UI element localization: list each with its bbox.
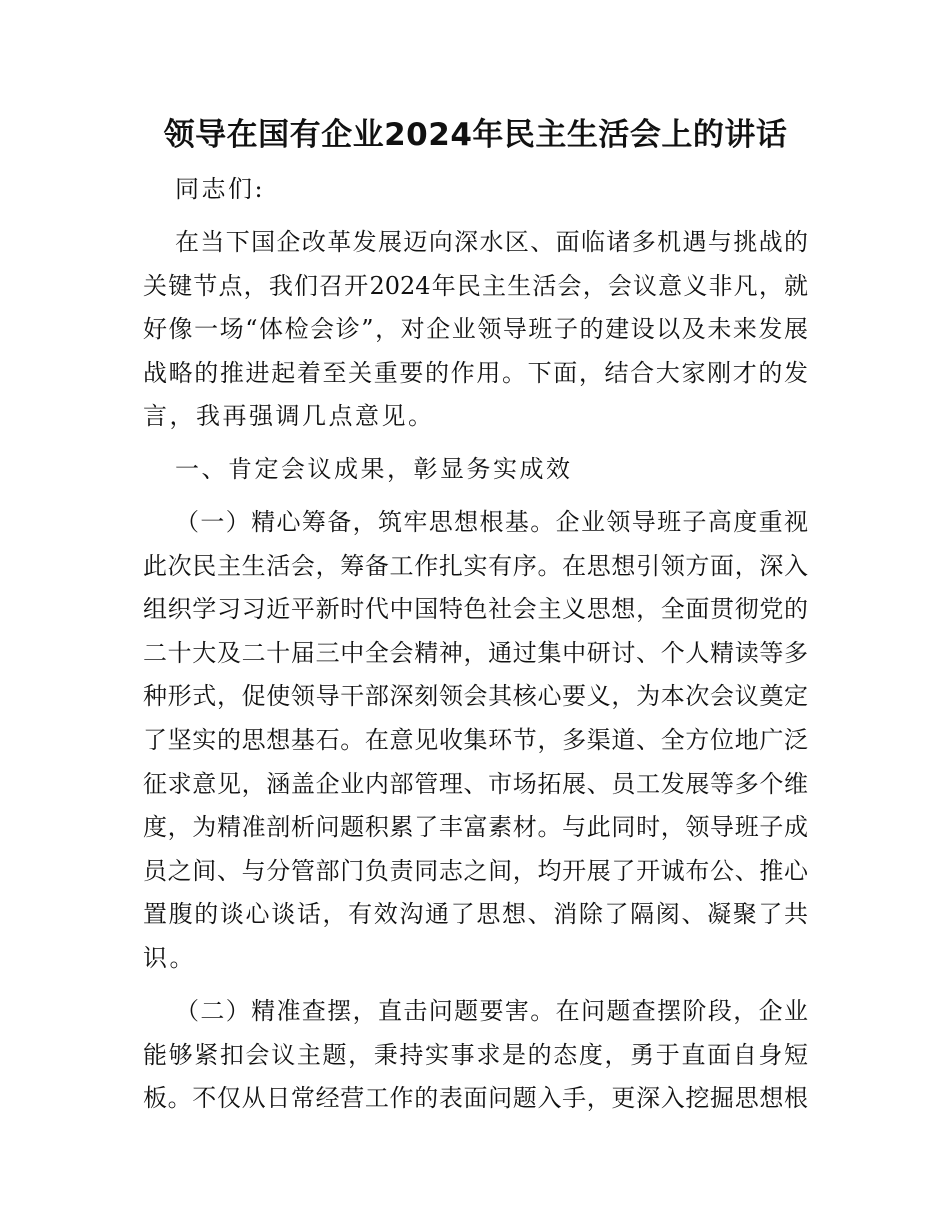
text-line: 二十大及二十届三中全会精神，通过集中研讨、个人精读等多 [143, 638, 808, 667]
text-line: 此次民主生活会，筹备工作扎实有序。在思想引领方面，深入 [143, 551, 808, 580]
paragraph-1-2 [143, 990, 808, 1121]
text-line: 能够紧扣会议主题，秉持实事求是的态度，勇于直面自身短 [143, 1040, 808, 1069]
text-line: 组织学习习近平新时代中国特色社会主义思想，全面贯彻党的 [143, 595, 808, 624]
salutation-text: 同志们: [175, 175, 266, 203]
paragraph-1-1 [143, 501, 808, 981]
text-line: 种形式，促使领导干部深刻领会其核心要义，为本次会议奠定 [143, 682, 808, 711]
text-line: 板。不仅从日常经营工作的表面问题入手，更深入挖掘思想根 [143, 1084, 808, 1113]
document-title: 领导在国有企业2024年民主生活会上的讲话 [163, 117, 788, 153]
text-line: （二）精准查摆，直击问题要害。在问题查摆阶段，企业 [175, 997, 808, 1025]
text-line: 言，我再强调几点意见。 [143, 402, 435, 431]
text-line: 识。 [143, 943, 196, 972]
text-line: 在当下国企改革发展迈向深水区、面临诸多机遇与挑战的 [175, 228, 808, 256]
text-line: 了坚实的思想基石。在意见收集环节，多渠道、全方位地广泛 [143, 725, 808, 754]
text-line: 一、肯定会议成果，彰显务实成效 [175, 455, 573, 483]
paragraph-intro [143, 221, 808, 439]
text-line: 征求意见，涵盖企业内部管理、市场拓展、员工发展等多个维 [143, 769, 808, 798]
text-line: 关键节点，我们召开2024年民主生活会，会议意义非凡，就 [143, 271, 808, 300]
text-line: 置腹的谈心谈话，有效沟通了思想、消除了隔阂、凝聚了共 [143, 900, 808, 929]
text-line: 员之间、与分管部门负责同志之间，均开展了开诚布公、推心 [143, 856, 808, 885]
salutation [143, 168, 808, 212]
section-heading-1 [143, 448, 808, 492]
text-line: 度，为精准剖析问题积累了丰富素材。与此同时，领导班子成 [143, 813, 808, 842]
text-line: 战略的推进起着至关重要的作用。下面，结合大家刚才的发 [143, 358, 808, 387]
text-line: 好像一场“体检会诊”，对企业领导班子的建设以及未来发展 [143, 315, 808, 344]
text-line: （一）精心筹备，筑牢思想根基。企业领导班子高度重视 [175, 508, 808, 536]
